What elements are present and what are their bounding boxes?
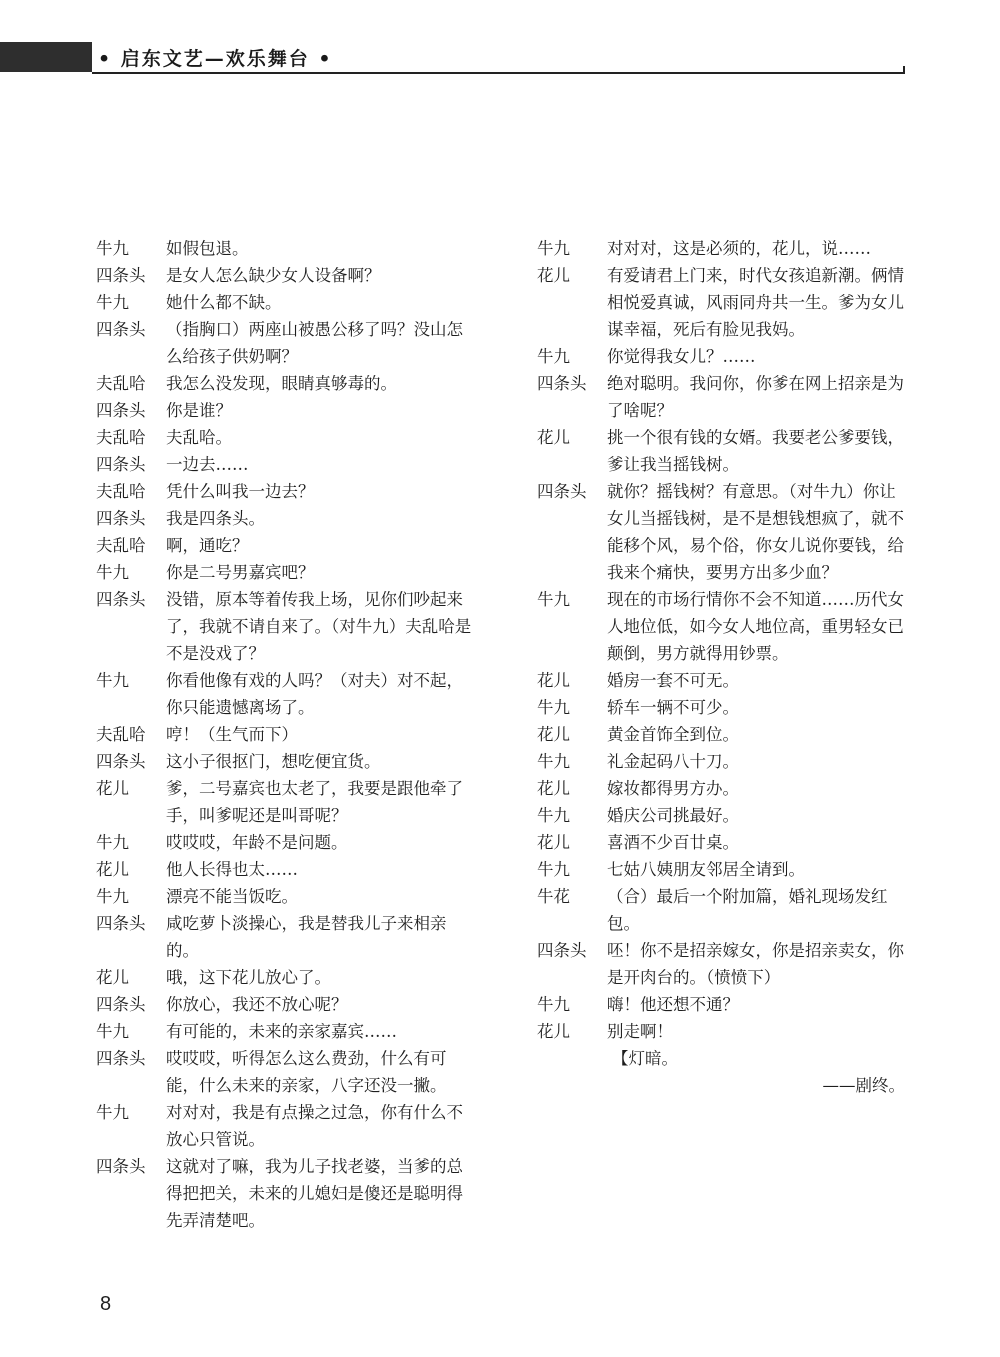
- speaker-name: 四条头: [96, 509, 146, 528]
- speaker-name: 牛九: [537, 347, 570, 366]
- speaker-name: 夫乱哈: [96, 428, 146, 447]
- speaker-name: 花儿: [537, 779, 570, 798]
- dialogue-line: [537, 586, 909, 667]
- speaker-name: 花儿: [537, 833, 570, 852]
- speaker-name: 夫乱哈: [96, 374, 146, 393]
- dialogue-line: [537, 748, 909, 775]
- dialogue-text: 哼！（生气而下）: [166, 725, 298, 744]
- speaker-name: 牛九: [96, 887, 129, 906]
- right-column: [537, 235, 909, 1099]
- dialogue-line: [96, 964, 476, 991]
- dialogue-text: 婚庆公司挑最好。: [607, 806, 739, 825]
- speaker-name: 花儿: [537, 1022, 570, 1041]
- speaker-name: 夫乱哈: [96, 725, 146, 744]
- dialogue-line: [96, 505, 476, 532]
- dialogue-text: 凭什么叫我一边去？: [166, 482, 315, 501]
- speaker-name: 牛九: [537, 698, 570, 717]
- speaker-name: 牛九: [537, 752, 570, 771]
- speaker-name: 牛九: [96, 1022, 129, 1041]
- dialogue-text: 漂亮不能当饭吃。: [166, 887, 298, 906]
- left-column: [96, 235, 476, 1234]
- dialogue-line: [96, 910, 476, 964]
- speaker-name: 四条头: [96, 320, 146, 339]
- dialogue-text: 有爱请君上门来，时代女孩追新潮。俩情相悦爱真诚，风雨同舟共一生。爹为女儿谋幸福，死后有脸见我妈。: [607, 266, 904, 339]
- dialogue-text: 咸吃萝卜淡操心，我是替我儿子来相亲的。: [166, 914, 447, 960]
- dialogue-line: [96, 1099, 476, 1153]
- dialogue-text: 如假包退。: [166, 239, 249, 258]
- dialogue-line: [96, 1153, 476, 1234]
- dialogue-line: [96, 856, 476, 883]
- dialogue-line: [537, 478, 909, 586]
- dialogue-text: 嗨！他还想不通？: [607, 995, 739, 1014]
- speaker-name: 夫乱哈: [96, 536, 146, 555]
- dialogue-text: 他人长得也太……: [166, 860, 298, 879]
- speaker-name: 牛九: [537, 995, 570, 1014]
- speaker-name: 牛九: [96, 833, 129, 852]
- dialogue-line: [537, 937, 909, 991]
- speaker-name: 花儿: [96, 779, 129, 798]
- speaker-name: 四条头: [537, 941, 587, 960]
- dialogue-line: [537, 370, 909, 424]
- dialogue-text: 这就对了嘛，我为儿子找老婆，当爹的总得把把关，未来的儿媳妇是傻还是聪明得先弄清楚吧。: [166, 1157, 463, 1230]
- speaker-name: 牛九: [537, 590, 570, 609]
- speaker-name: 牛九: [537, 239, 570, 258]
- speaker-name: 四条头: [96, 455, 146, 474]
- dialogue-text: 绝对聪明。我问你，你爹在网上招亲是为了啥呢？: [607, 374, 904, 420]
- speaker-name: 四条头: [96, 266, 146, 285]
- speaker-name: 四条头: [96, 590, 146, 609]
- speaker-name: 四条头: [96, 914, 146, 933]
- dialogue-line: [537, 829, 909, 856]
- speaker-name: 花儿: [96, 968, 129, 987]
- dialogue-text: 七姑八姨朋友邻居全请到。: [607, 860, 805, 879]
- speaker-name: 牛九: [96, 293, 129, 312]
- speaker-name: 四条头: [96, 1157, 146, 1176]
- dialogue-text: 一边去……: [166, 455, 249, 474]
- dialogue-text: 别走啊！: [607, 1022, 673, 1041]
- speaker-name: 花儿: [96, 860, 129, 879]
- dialogue-text: 对对对，我是有点操之过急，你有什么不放心只管说。: [166, 1103, 463, 1149]
- speaker-name: 四条头: [537, 374, 587, 393]
- page-number: 8: [100, 1293, 112, 1315]
- dialogue-text: 哎哎哎，听得怎么这么费劲，什么有可能，什么未来的亲家，八字还没一撇。: [166, 1049, 447, 1095]
- dialogue-text: 婚房一套不可无。: [607, 671, 739, 690]
- dialogue-text: （指胸口）两座山被愚公移了吗？没山怎么给孩子供奶啊？: [166, 320, 463, 366]
- dialogue-line: [96, 667, 476, 721]
- dialogue-line: [96, 262, 476, 289]
- dialogue-line: [537, 802, 909, 829]
- speaker-name: 牛九: [537, 806, 570, 825]
- dialogue-text: 挑一个很有钱的女婿。我要老公爹要钱，爹让我当摇钱树。: [607, 428, 904, 474]
- dialogue-line: [96, 370, 476, 397]
- dialogue-line: [537, 1018, 909, 1045]
- dialogue-text: 哦，这下花儿放心了。: [166, 968, 331, 987]
- dialogue-line: [96, 289, 476, 316]
- dialogue-text: 呸！你不是招亲嫁女，你是招亲卖女，你是开肉台的。（愤愤下）: [607, 941, 904, 987]
- dialogue-line: [96, 397, 476, 424]
- dialogue-text: 黄金首饰全到位。: [607, 725, 739, 744]
- dialogue-text: 爹，二号嘉宾也太老了，我要是跟他牵了手，叫爹呢还是叫哥呢？: [166, 779, 463, 825]
- speaker-name: 花儿: [537, 428, 570, 447]
- dialogue-text: 你看他像有戏的人吗？（对夫）对不起，你只能遗憾离场了。: [166, 671, 463, 717]
- speaker-name: 花儿: [537, 725, 570, 744]
- dialogue-line: [537, 235, 909, 262]
- dialogue-line: [537, 775, 909, 802]
- dialogue-text: （合）最后一个附加篇，婚礼现场发红包。: [607, 887, 888, 933]
- dialogue-text: 你放心，我还不放心呢？: [166, 995, 348, 1014]
- dialogue-text: 我是四条头。: [166, 509, 265, 528]
- dialogue-line: [96, 991, 476, 1018]
- dialogue-line: [96, 1018, 476, 1045]
- play-ending: ——剧终。: [822, 1076, 905, 1095]
- speaker-name: 牛九: [96, 1103, 129, 1122]
- speaker-name: 牛九: [96, 563, 129, 582]
- dialogue-line: [537, 262, 909, 343]
- dialogue-line: [96, 829, 476, 856]
- dialogue-line: [96, 424, 476, 451]
- speaker-name: 花儿: [537, 266, 570, 285]
- dialogue-line: [537, 856, 909, 883]
- dialogue-line: [96, 532, 476, 559]
- header-rule-tick: [903, 66, 905, 74]
- dialogue-text: 礼金起码八十刀。: [607, 752, 739, 771]
- dialogue-text: 没错，原本等着传我上场，见你们吵起来了，我就不请自来了。（对牛九）夫乱哈是不是没戏了？: [166, 590, 472, 663]
- dialogue-text: 就你？摇钱树？有意思。（对牛九）你让女儿当摇钱树，是不是想钱想疯了，就不能移个风，易个俗，你女儿说你要钱，给我来个痛快，要男方出多少血？: [607, 482, 904, 582]
- dialogue-text: 有可能的，未来的亲家嘉宾……: [166, 1022, 397, 1041]
- speaker-name: 四条头: [96, 401, 146, 420]
- dialogue-text: 你是二号男嘉宾吧？: [166, 563, 315, 582]
- dialogue-line: [96, 883, 476, 910]
- dialogue-line: [537, 721, 909, 748]
- speaker-name: 牛花: [537, 887, 570, 906]
- dialogue-line: [96, 1045, 476, 1099]
- dialogue-line: [96, 478, 476, 505]
- speaker-name: 牛九: [96, 671, 129, 690]
- page-header: [0, 0, 1000, 80]
- dialogue-line: [96, 721, 476, 748]
- dialogue-text: 你是谁？: [166, 401, 232, 420]
- dialogue-text: 喜酒不少百廿桌。: [607, 833, 739, 852]
- dialogue-line: [96, 586, 476, 667]
- dialogue-text: 现在的市场行情你不会不知道……历代女人地位低，如今女人地位高，重男轻女已颠倒，男方就得用钞票。: [607, 590, 904, 663]
- speaker-name: 牛九: [96, 239, 129, 258]
- header-title: • 启东文艺—欢乐舞台 •: [98, 48, 333, 70]
- dialogue-line: [96, 775, 476, 829]
- dialogue-line: [96, 451, 476, 478]
- dialogue-text: 是女人怎么缺少女人设备啊？: [166, 266, 381, 285]
- dialogue-line: [537, 343, 909, 370]
- dialogue-line: [96, 559, 476, 586]
- dialogue-text: 啊，通吃？: [166, 536, 249, 555]
- dialogue-line: [537, 883, 909, 937]
- speaker-name: 四条头: [537, 482, 587, 501]
- dialogue-text: 我怎么没发现，眼睛真够毒的。: [166, 374, 397, 393]
- dialogue-line: [537, 667, 909, 694]
- speaker-name: 牛九: [537, 860, 570, 879]
- speaker-name: 四条头: [96, 752, 146, 771]
- dialogue-line: [96, 748, 476, 775]
- dialogue-text: 轿车一辆不可少。: [607, 698, 739, 717]
- dialogue-text: 她什么都不缺。: [166, 293, 282, 312]
- header-dark-bar: [0, 42, 92, 72]
- dialogue-text: 你觉得我女儿？……: [607, 347, 756, 366]
- dialogue-text: 这小子很抠门，想吃便宜货。: [166, 752, 381, 771]
- dialogue-text: 哎哎哎，年龄不是问题。: [166, 833, 348, 852]
- dialogue-line: [537, 694, 909, 721]
- speaker-name: 夫乱哈: [96, 482, 146, 501]
- dialogue-line: [96, 316, 476, 370]
- dialogue-line: [96, 235, 476, 262]
- dialogue-text: 对对对，这是必须的，花儿，说……: [607, 239, 871, 258]
- speaker-name: 四条头: [96, 995, 146, 1014]
- dialogue-line: [537, 991, 909, 1018]
- stage-direction: 【灯暗。: [612, 1049, 678, 1068]
- dialogue-line: [537, 424, 909, 478]
- dialogue-text: 夫乱哈。: [166, 428, 232, 447]
- header-rule: [92, 72, 904, 74]
- dialogue-text: 嫁妆都得男方办。: [607, 779, 739, 798]
- speaker-name: 四条头: [96, 1049, 146, 1068]
- speaker-name: 花儿: [537, 671, 570, 690]
